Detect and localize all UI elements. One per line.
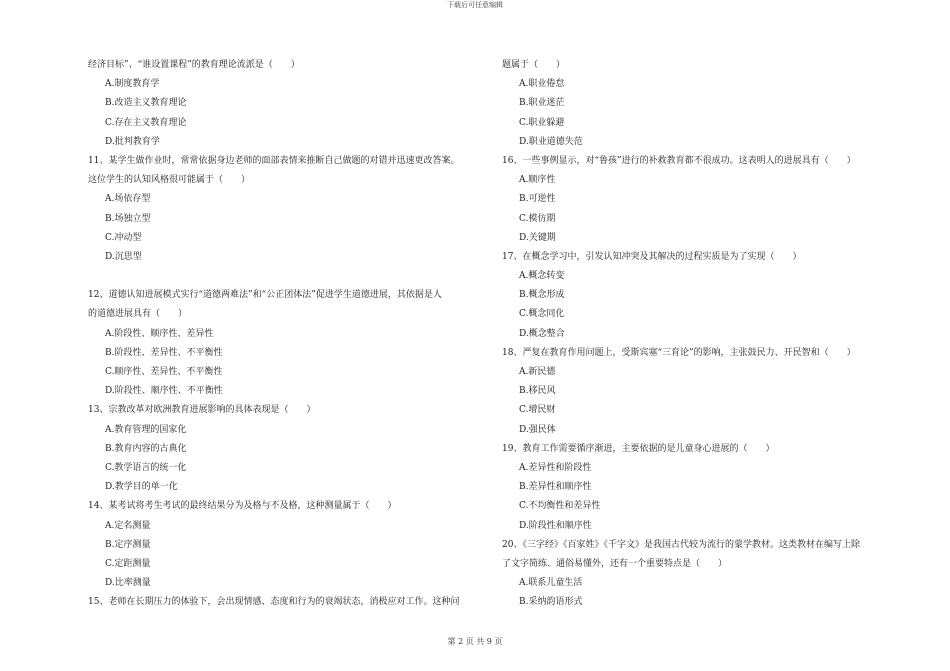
answer-option: B.场独立型 (105, 213, 151, 224)
answer-option: A.场依存型 (105, 194, 151, 205)
question-text: 19、教育工作需要循序渐进，主要依据的是儿童身心进展的（ ） (502, 443, 775, 454)
question-text: 18、严复在教育作用问题上，受斯宾塞“三育论”的影响，主张鼓民力、开民智和（ ） (502, 347, 856, 358)
spacer (88, 267, 488, 286)
question-text: 17、在概念学习中，引发认知冲突及其解决的过程实质是为了实现（ ） (502, 251, 802, 262)
answer-option: D.教学目的单一化 (105, 482, 178, 493)
question-text: 经济目标”、“谁设置课程”的教育理论流派是（ ） (88, 60, 300, 70)
answer-option: A.定名测量 (105, 520, 151, 531)
answer-option: D.阶段性和顺序性 (519, 520, 592, 531)
question-text: 15、老师在长期压力的体验下，会出现情感、态度和行为的衰竭状态，消极应对工作。这种问 (88, 597, 460, 608)
answer-option: B.移民风 (519, 386, 556, 397)
answer-option: A.阶段性、顺序性、差异性 (105, 328, 214, 339)
question-text: 12、道德认知进展模式实行“道德两难法”和“公正团体法”促进学生道德进展，其依据是人 (88, 290, 442, 301)
answer-option: B.教育内容的古典化 (105, 443, 187, 454)
answer-option: C.定距测量 (105, 558, 151, 569)
answer-option: C.冲动型 (105, 232, 142, 243)
answer-option: B.职业迷茫 (519, 98, 565, 109)
answer-option: B.改造主义教育理论 (105, 98, 187, 109)
question-text: 的道德进展具有（ ） (88, 309, 188, 320)
answer-option: D.批判教育学 (105, 136, 160, 147)
answer-option: C.存在主义教育理论 (105, 117, 187, 128)
answer-option: B.概念形成 (519, 290, 565, 301)
answer-option: A.概念转变 (519, 271, 565, 282)
left-column (88, 56, 488, 612)
answer-option: B.定序测量 (105, 539, 151, 550)
question-text: 这位学生的认知风格很可能属于（ ） (88, 175, 251, 186)
answer-option: A.新民德 (519, 367, 556, 377)
question-text: 11、某学生做作业时，常常依据身边老师的面部表情来推断自己做题的对错并迅速更改答案。 (88, 155, 460, 166)
answer-option: D.沉思型 (105, 251, 142, 262)
answer-option: C.概念同化 (519, 309, 565, 320)
answer-option: C.顺序性、差异性、不平衡性 (105, 367, 223, 377)
answer-option: C.增民财 (519, 405, 556, 416)
right-column (502, 56, 902, 612)
answer-option: D.职业道德失范 (519, 136, 583, 147)
answer-option: B.可逆性 (519, 194, 556, 205)
question-text: 16、一些事例显示，对“鲁孩”进行的补救教育都不很成功。这表明人的进展具有（ ） (502, 155, 856, 166)
answer-option: B.采纳韵语形式 (519, 597, 583, 608)
answer-option: C.职业躲避 (519, 117, 565, 128)
answer-option: D.阶段性、顺序性、不平衡性 (105, 386, 223, 397)
question-text: 20、《三字经》《百家姓》《千字文》是我国古代较为流行的蒙学教材。这类教材在编写上除 (502, 539, 860, 550)
answer-option: B.阶段性、差异性、不平衡性 (105, 347, 223, 358)
question-text: 14、某考试将考生考试的最终结果分为及格与不及格，这种测量属于（ ） (88, 501, 397, 512)
answer-option: C.模仿期 (519, 213, 556, 224)
answer-option: A.职业倦怠 (519, 79, 565, 90)
answer-option: A.联系儿童生活 (519, 578, 583, 589)
answer-option: D.比率测量 (105, 578, 151, 589)
question-text: 13、宗教改革对欧洲教育进展影响的具体表现是（ ） (88, 405, 316, 416)
answer-option: A.制度教育学 (105, 79, 160, 90)
question-text: 题属于（ ） (502, 60, 566, 70)
answer-option: A.教育管理的国家化 (105, 424, 187, 435)
answer-option: A.顺序性 (519, 175, 556, 186)
page-header: 下载后可任意编辑 (447, 1, 503, 9)
page-footer: 第 2 页 共 9 页 (447, 637, 503, 646)
question-text: 了文字简练、通俗易懂外，还有一个重要特点是（ ） (502, 558, 728, 569)
answer-option: C.教学语言的统一化 (105, 462, 187, 473)
answer-option: A.差异性和阶段性 (519, 462, 592, 473)
answer-option: B.差异性和顺序性 (519, 482, 592, 493)
answer-option: D.强民体 (519, 424, 556, 435)
answer-option: D.概念整合 (519, 328, 565, 339)
answer-option: D.关键期 (519, 232, 556, 243)
answer-option: C.不均衡性和差异性 (519, 501, 601, 512)
